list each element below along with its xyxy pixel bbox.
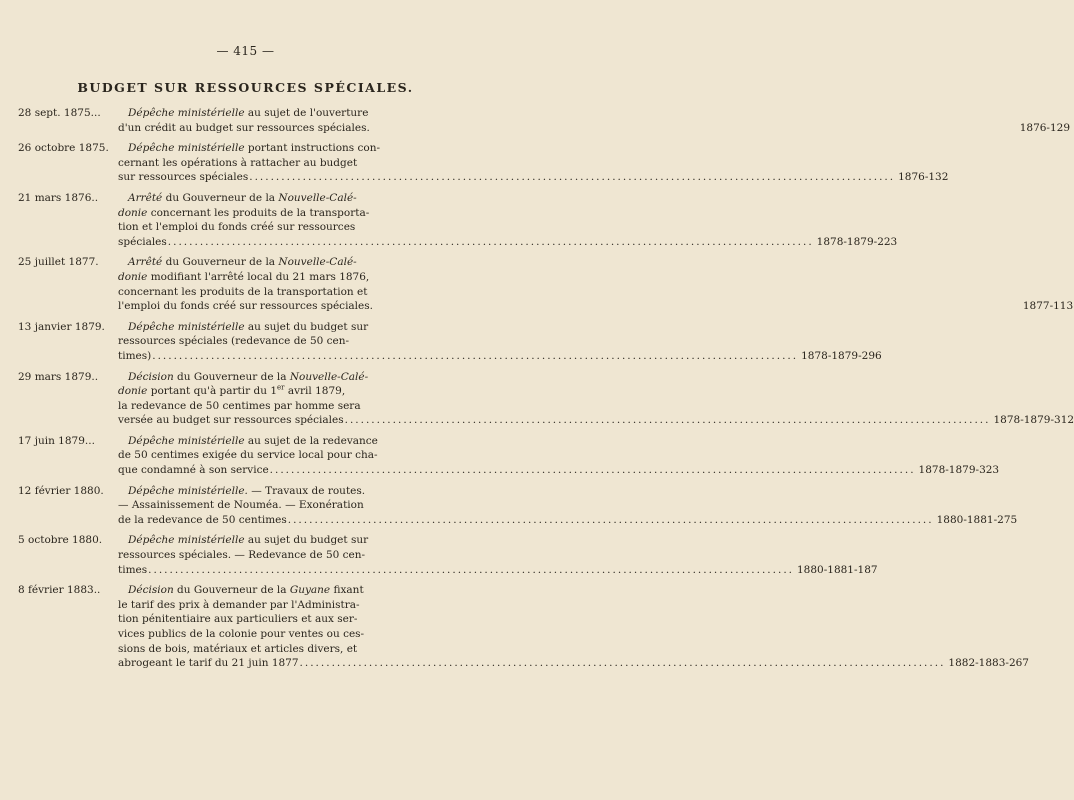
entry-line xyxy=(118,598,1029,613)
line-text xyxy=(118,299,373,314)
italic-text: Décision xyxy=(128,370,174,383)
entry-line xyxy=(118,399,1074,414)
italic-text: Nouvelle-Calé- xyxy=(278,191,357,204)
entry-text xyxy=(118,583,1029,671)
italic-text: Dépêche ministérielle xyxy=(128,434,245,447)
italic-text: Nouvelle-Calé- xyxy=(278,256,357,269)
entry-row xyxy=(18,583,1029,671)
italic-text: Nouvelle-Calé- xyxy=(289,370,369,383)
entry-text xyxy=(118,533,878,577)
line-text xyxy=(118,413,344,428)
entry-row xyxy=(18,484,1018,528)
entry-last-line xyxy=(118,121,1070,136)
entry-row xyxy=(18,255,1074,313)
entry-text xyxy=(118,434,999,478)
text-segment: times xyxy=(118,563,148,576)
italic-text: Guyane xyxy=(289,584,331,597)
italic-text: Dépêche ministérielle xyxy=(128,320,245,333)
entry-row xyxy=(18,370,1074,428)
text-segment: versée au budget sur ressources spéciales xyxy=(118,414,344,427)
text-segment: du Gouverneur de la xyxy=(173,370,290,383)
section-title: BUDGET SUR RESSOURCES SPÉCIALES. xyxy=(77,80,414,95)
text-segment: avril 1879, xyxy=(284,385,346,398)
entry-date: 21 mars 1876.. xyxy=(18,191,99,204)
italic-text: Dépêche ministérielle xyxy=(128,107,245,119)
entry-row xyxy=(18,191,898,249)
entry-line xyxy=(118,498,1017,513)
entry-row xyxy=(18,533,878,577)
entry-line xyxy=(118,285,1073,300)
leader-dots xyxy=(287,513,934,528)
italic-text: Dépêche ministérielle xyxy=(128,142,245,155)
text-segment: times) xyxy=(118,349,152,362)
entry-line xyxy=(118,533,878,548)
entry-line xyxy=(118,206,897,221)
page-number: — 415 — xyxy=(216,44,275,58)
text-segment: au sujet du budget sur xyxy=(244,534,369,547)
text-segment: du Gouverneur de la xyxy=(173,584,290,597)
entry-row xyxy=(18,434,1000,478)
text-segment: portant qu'à partir du 1 xyxy=(147,385,277,398)
text-segment: ressources spéciales (redevance de 50 cen- xyxy=(118,335,350,348)
text-segment: spéciales xyxy=(118,235,167,248)
entry-text xyxy=(118,484,1017,528)
entry-date: 12 février 1880. xyxy=(18,484,104,497)
entries-list xyxy=(18,106,1074,677)
text-segment: cernant les opérations à rattacher au budget xyxy=(118,156,358,169)
text-segment: la redevance de 50 centimes par homme sera xyxy=(118,399,361,412)
entry-line xyxy=(118,434,999,449)
entry-reference: 1878-1879-323 xyxy=(918,464,1000,477)
entry-reference: 1882-1883-267 xyxy=(948,657,1029,670)
entry-line xyxy=(118,141,948,156)
entry-line xyxy=(118,220,897,235)
entry-last-line xyxy=(118,656,1029,671)
italic-text: Dépêche ministérielle xyxy=(128,534,245,547)
entry-reference: 1876-132 xyxy=(898,171,949,184)
entry-line xyxy=(118,583,1029,598)
superscript-text: er xyxy=(277,383,285,392)
text-segment: — Travaux de routes. xyxy=(247,484,366,497)
line-text xyxy=(118,349,151,364)
leader-dots xyxy=(269,463,916,478)
text-segment: sur ressources spéciales xyxy=(118,171,249,184)
entry-date: 8 février 1883.. xyxy=(18,584,101,597)
entry-reference: 1877-113 xyxy=(1022,300,1074,313)
entry-date: 5 octobre 1880. xyxy=(18,534,103,547)
entry-line xyxy=(118,448,999,463)
text-segment: vices publics de la colonie pour ventes ou ces- xyxy=(118,628,365,640)
italic-text: Décision xyxy=(128,584,174,597)
line-text xyxy=(118,563,147,578)
entry-line xyxy=(118,334,882,349)
entry-line xyxy=(118,320,882,335)
text-segment: modifiant l'arrêté local du 21 mars 1876, xyxy=(147,270,370,283)
text-segment: l'emploi du fonds créé sur ressources spéciales. xyxy=(118,300,373,313)
entry-line xyxy=(118,612,1029,627)
entry-text xyxy=(118,106,1070,135)
leader-dots xyxy=(299,656,946,671)
entry-date: 17 juin 1879... xyxy=(18,434,95,447)
line-text xyxy=(118,170,248,185)
entry-date: 28 sept. 1875... xyxy=(18,107,101,119)
text-segment: fixant xyxy=(330,584,364,597)
entry-row xyxy=(18,141,949,185)
text-segment: abrogeant le tarif du 21 juin 1877 xyxy=(118,657,299,670)
entry-line xyxy=(118,370,1074,385)
entry-line xyxy=(118,384,1074,399)
text-segment: sions de bois, matériaux et articles divers, et xyxy=(118,642,358,655)
text-segment: — Assainissement de Nouméa. — Exonération xyxy=(118,499,364,512)
entry-reference: 1878-1879-312 xyxy=(993,414,1074,427)
entry-row xyxy=(18,320,882,364)
text-segment: au sujet de l'ouverture xyxy=(244,107,369,119)
italic-text: donie xyxy=(118,206,148,219)
entry-date: 26 octobre 1875. xyxy=(18,142,109,155)
entry-last-line xyxy=(118,235,897,250)
text-segment: que condamné à son service xyxy=(118,464,269,477)
entry-reference: 1878-1879-223 xyxy=(816,235,898,248)
entry-line xyxy=(118,255,1073,270)
entry-last-line xyxy=(118,413,1074,428)
italic-text: donie xyxy=(118,385,148,398)
entry-last-line xyxy=(118,513,1017,528)
text-segment: tion et l'emploi du fonds créé sur ressources xyxy=(118,221,356,234)
text-segment: concernant les produits de la transportation et xyxy=(118,285,368,298)
leader-dots xyxy=(151,349,798,364)
entry-reference: 1876-129 xyxy=(1019,121,1071,134)
italic-text: donie xyxy=(118,270,148,283)
text-segment: du Gouverneur de la xyxy=(162,191,279,204)
text-segment: de 50 centimes exigée du service local pour cha- xyxy=(118,449,378,462)
italic-text: Arrêté xyxy=(128,256,163,269)
line-text xyxy=(118,121,370,136)
text-segment: tion pénitentiaire aux particuliers et aux ser- xyxy=(118,613,358,626)
line-text xyxy=(118,656,299,671)
text-segment: le tarif des prix à demander par l'Administra- xyxy=(118,598,360,611)
entry-text xyxy=(118,255,1073,313)
text-segment: portant instructions con- xyxy=(244,142,381,155)
entry-line xyxy=(118,642,1029,657)
entry-text xyxy=(118,191,897,249)
leader-dots xyxy=(147,563,794,578)
line-text xyxy=(118,463,269,478)
entry-last-line xyxy=(118,299,1073,314)
entry-line xyxy=(118,106,1070,121)
entry-line xyxy=(118,627,1029,642)
line-text xyxy=(118,513,287,528)
entry-reference: 1878-1879-296 xyxy=(801,349,882,362)
line-text xyxy=(118,235,167,250)
text-segment: au sujet du budget sur xyxy=(244,320,369,333)
entry-row xyxy=(18,106,1071,135)
entry-line xyxy=(118,270,1073,285)
entry-date: 29 mars 1879.. xyxy=(18,370,99,383)
entry-last-line xyxy=(118,349,882,364)
entry-last-line xyxy=(118,563,878,578)
entry-line xyxy=(118,484,1017,499)
entry-date: 13 janvier 1879. xyxy=(18,320,105,333)
italic-text: Dépêche ministérielle. xyxy=(128,484,248,497)
entry-text xyxy=(118,141,948,185)
text-segment: au sujet de la redevance xyxy=(244,434,378,447)
leader-dots xyxy=(167,235,814,250)
text-segment: d'un crédit au budget sur ressources spéciales. xyxy=(118,121,370,134)
entry-reference: 1880-1881-275 xyxy=(936,513,1018,526)
entry-last-line xyxy=(118,463,999,478)
text-segment: du Gouverneur de la xyxy=(162,256,279,269)
text-segment: concernant les produits de la transporta- xyxy=(147,206,370,219)
text-segment: ressources spéciales. — Redevance de 50 cen- xyxy=(118,549,366,562)
entry-text xyxy=(118,320,882,364)
entry-date: 25 juillet 1877. xyxy=(18,256,99,269)
entry-last-line xyxy=(118,170,948,185)
entry-text xyxy=(118,370,1074,428)
entry-line xyxy=(118,548,878,563)
text-segment: de la redevance de 50 centimes xyxy=(118,513,287,526)
leader-dots xyxy=(344,413,991,428)
italic-text: Arrêté xyxy=(128,191,163,204)
entry-reference: 1880-1881-187 xyxy=(797,563,878,576)
leader-dots xyxy=(248,170,895,185)
entry-line xyxy=(118,191,897,206)
entry-line xyxy=(118,156,948,171)
